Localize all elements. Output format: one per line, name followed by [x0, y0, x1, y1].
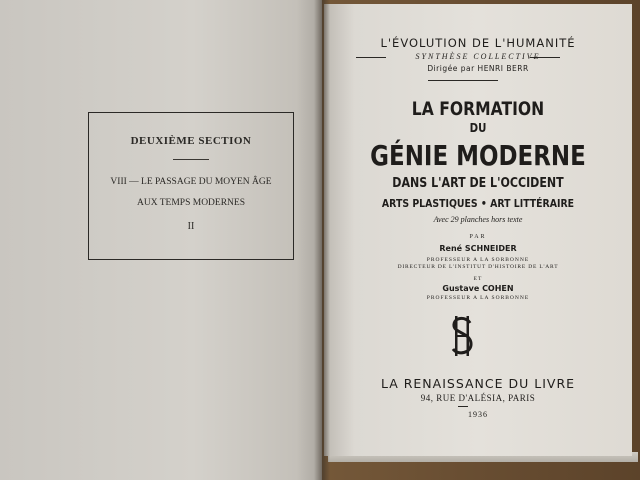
year-rule [458, 406, 468, 407]
author-1-affiliation-1: PROFESSEUR A LA SORBONNE [426, 257, 530, 263]
series-title: L'ÉVOLUTION DE L'HUMANITÉ [380, 36, 576, 50]
series-director: Dirigée par HENRI BERR [427, 64, 529, 73]
publication-year: 1936 [468, 410, 488, 419]
section-box [88, 112, 294, 260]
section-divider [173, 159, 209, 160]
volume-number: II [187, 221, 195, 232]
and-label: ET [473, 276, 483, 282]
chapter-line-2: AUX TEMPS MODERNES [136, 198, 246, 208]
header-rule [428, 80, 498, 81]
title-line-1: LA FORMATION [411, 98, 545, 120]
author-2-name: Gustave COHEN [442, 284, 514, 293]
publisher-address: 94, RUE D'ALÉSIA, PARIS [420, 393, 536, 403]
book-subtitle: ARTS PLASTIQUES • ART LITTÉRAIRE [381, 197, 575, 210]
author-1-affiliation-2: DIRECTEUR DE L'INSTITUT D'HISTOIRE DE L'ART [397, 264, 559, 270]
series-subtitle: SYNTHÈSE COLLECTIVE [415, 52, 541, 61]
publisher-name: LA RENAISSANCE DU LIVRE [380, 376, 576, 391]
main-title: GÉNIE MODERNE [370, 139, 586, 172]
by-label: PAR [469, 234, 487, 240]
title-line-4: DANS L'ART DE L'OCCIDENT [392, 176, 564, 191]
author-1-name: René SCHNEIDER [439, 244, 517, 253]
title-line-2: DU [469, 121, 487, 135]
author-2-affiliation: PROFESSEUR A LA SORBONNE [426, 295, 530, 301]
section-title: DEUXIÈME SECTION [130, 135, 252, 147]
publisher-monogram-icon [444, 314, 480, 358]
plates-note: Avec 29 planches hors texte [433, 215, 523, 224]
chapter-line-1: VIII — LE PASSAGE DU MOYEN ÂGE [110, 177, 272, 187]
